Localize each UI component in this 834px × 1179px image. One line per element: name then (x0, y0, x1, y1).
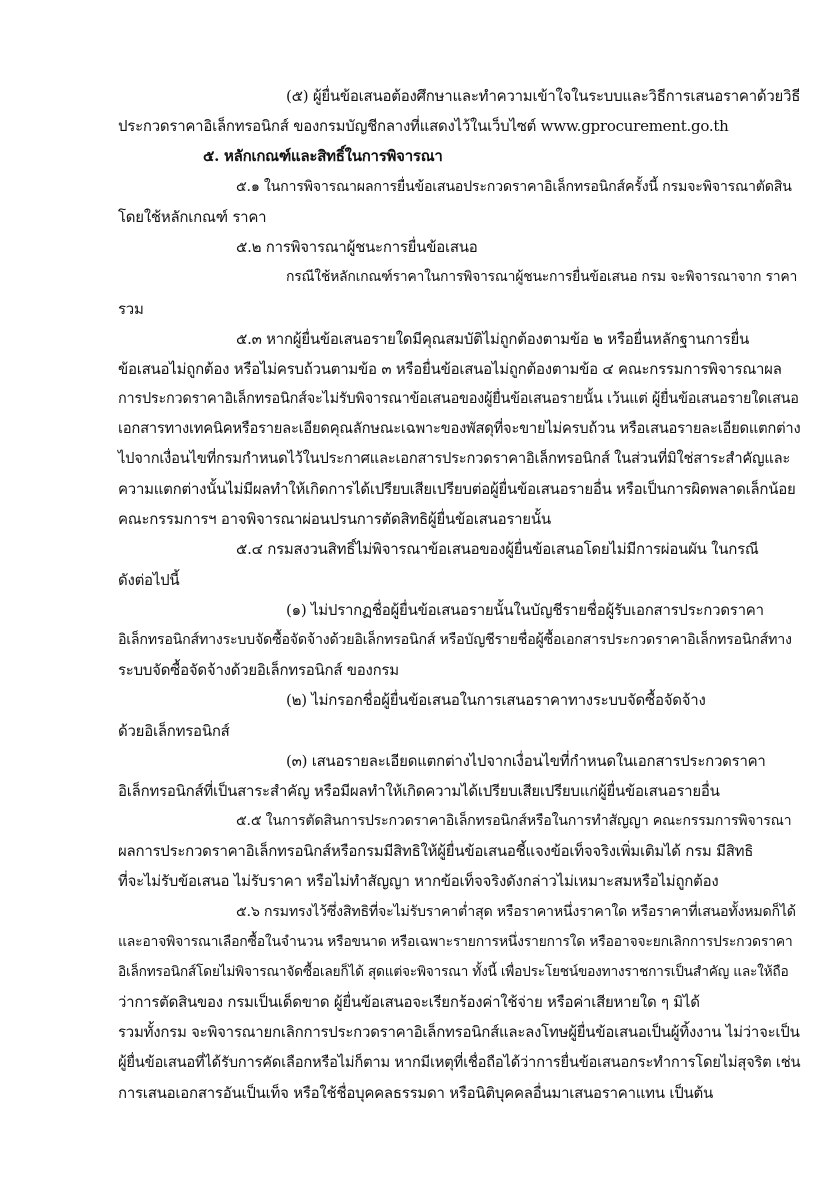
clause-5-4-item-1-line-2: อิเล็กทรอนิกส์ทางระบบจัดซื้อจัดจ้างด้วยอิเล็กทรอนิกส์ หรือบัญชีรายชื่อผู้ซื้อเอกสารประกวดราคาอิเล็กทรอนิกส์ทาง (118, 632, 792, 648)
clause-5-2: ๕.๒ การพิจารณาผู้ชนะการยื่นข้อเสนอ (236, 238, 478, 256)
clause-5-3-line-2: ข้อเสนอไม่ถูกต้อง หรือไม่ครบถ้วนตามข้อ ๓ หรือยื่นข้อเสนอไม่ถูกต้องตามข้อ ๔ คณะกรรมการพิจารณาผล (118, 360, 782, 378)
clause-5-4-item-3: (๓) เสนอรายละเอียดแตกต่างไปจากเงื่อนไขที่กำหนดในเอกสารประกวดราคา (286, 752, 766, 770)
clause-5-6-line-4: ว่าการตัดสินของ กรมเป็นเด็ดขาด ผู้ยื่นข้อเสนอจะเรียกร้องค่าใช้จ่าย หรือค่าเสียหายใด ๆ มิได้ (118, 993, 700, 1011)
clause-5-5-line-3: ที่จะไม่รับข้อเสนอ ไม่รับราคา หรือไม่ทำสัญญา หากข้อเท็จจริงดังกล่าวไม่เหมาะสมหรือไม่ถูกต้อง (118, 872, 719, 890)
clause-5-3-line-5: ไปจากเงื่อนไขที่กรมกำหนดไว้ในประกาศและเอกสารประกวดราคาอิเล็กทรอนิกส์ ในส่วนที่มิใช่สาระสำคัญและ (118, 450, 791, 467)
clause-5-6-line-2: และอาจพิจารณาเลือกซื้อในจำนวน หรือขนาด หรือเฉพาะรายการหนึ่งรายการใด หรืออาจจะยกเลิกการประกวดราคา (118, 934, 793, 950)
clause-5-2-cont: รวม (118, 300, 144, 318)
clause-5-6: ๕.๖ กรมทรงไว้ซึ่งสิทธิที่จะไม่รับราคาต่ำสุด หรือราคาหนึ่งราคาใด หรือราคาที่เสนอทั้งหมดก็ได้ (236, 904, 796, 920)
clause-5-5: ๕.๕ ในการตัดสินการประกวดราคาอิเล็กทรอนิกส์หรือในการทำสัญญา คณะกรรมการพิจารณา (236, 813, 792, 829)
clause-5-4-item-2: (๒) ไม่กรอกชื่อผู้ยื่นข้อเสนอในการเสนอราคาทางระบบจัดซื้อจัดจ้าง (286, 691, 706, 709)
clause-5-item-5-cont: ประกวดราคาอิเล็กทรอนิกส์ ของกรมบัญชีกลางที่แสดงไว้ในเว็บไซต์ www.gprocurement.go.th (118, 117, 729, 135)
clause-5-6-line-5: รวมทั้งกรม จะพิจารณายกเลิกการประกวดราคาอิเล็กทรอนิกส์และลงโทษผู้ยื่นข้อเสนอเป็นผู้ทิ้งงาน ไม่ว่าจะเป็น (118, 1023, 800, 1041)
clause-5-4: ๕.๔ กรมสงวนสิทธิ์ไม่พิจารณาข้อเสนอของผู้ยื่นข้อเสนอโดยไม่มีการผ่อนผัน ในกรณี (236, 540, 759, 558)
clause-5-3-line-7: คณะกรรมการฯ อาจพิจารณาผ่อนปรนการตัดสิทธิผู้ยื่นข้อเสนอรายนั้น (118, 510, 551, 528)
clause-5-5-line-2: ผลการประกวดราคาอิเล็กทรอนิกส์หรือกรมมีสิทธิให้ผู้ยื่นข้อเสนอชี้แจงข้อเท็จจริงเพิ่มเติมได้ กรม มีสิทธิ (118, 842, 754, 860)
clause-5-3-line-4: เอกสารทางเทคนิคหรือรายละเอียดคุณลักษณะเฉพาะของพัสดุที่จะขายไม่ครบถ้วน หรือเสนอรายละเอียดแตกต่าง (118, 420, 801, 437)
clause-5-6-line-6: ผู้ยื่นข้อเสนอที่ได้รับการคัดเลือกหรือไม่ก็ตาม หากมีเหตุที่เชื่อถือได้ว่าการยื่นข้อเสนอกระทำการโดยไม่สุจริต เช่น (118, 1054, 801, 1071)
section-5-heading: ๕. หลักเกณฑ์และสิทธิ์ในการพิจารณา (203, 147, 443, 165)
clause-5-1-cont: โดยใช้หลักเกณฑ์ ราคา (118, 208, 267, 226)
clause-5-item-5: (๕) ผู้ยื่นข้อเสนอต้องศึกษาและทำความเข้าใจในระบบและวิธีการเสนอราคาด้วยวิธี (286, 87, 801, 105)
clause-5-4-cont: ดังต่อไปนี้ (118, 571, 180, 589)
clause-5-3: ๕.๓ หากผู้ยื่นข้อเสนอรายใดมีคุณสมบัติไม่ถูกต้องตามข้อ ๒ หรือยื่นหลักฐานการยื่น (236, 330, 750, 348)
clause-5-6-line-7: การเสนอเอกสารอันเป็นเท็จ หรือใช้ชื่อบุคคลธรรมดา หรือนิติบุคคลอื่นมาเสนอราคาแทน เป็นต้น (118, 1084, 713, 1102)
clause-5-2-text: กรณีใช้หลักเกณฑ์ราคาในการพิจารณาผู้ชนะการยื่นข้อเสนอ กรม จะพิจารณาจาก ราคา (286, 269, 798, 285)
clause-5-4-item-1-line-3: ระบบจัดซื้อจัดจ้างด้วยอิเล็กทรอนิกส์ ของกรม (118, 661, 399, 679)
clause-5-4-item-1: (๑) ไม่ปรากฏชื่อผู้ยื่นข้อเสนอรายนั้นในบัญชีรายชื่อผู้รับเอกสารประกวดราคา (286, 601, 764, 619)
clause-5-6-line-3: อิเล็กทรอนิกส์โดยไม่พิจารณาจัดซื้อเลยก็ได้ สุดแต่จะพิจารณา ทั้งนี้ เพื่อประโยชน์ของทางราชการเป็นสำคัญ และให้ถือ (118, 964, 789, 980)
clause-5-3-line-6: ความแตกต่างนั้นไม่มีผลทำให้เกิดการได้เปรียบเสียเปรียบต่อผู้ยื่นข้อเสนอรายอื่น หรือเป็นการผิดพลาดเล็กน้อย (118, 480, 796, 498)
clause-5-4-item-3-cont: อิเล็กทรอนิกส์ที่เป็นสาระสำคัญ หรือมีผลทำให้เกิดความได้เปรียบเสียเปรียบแก่ผู้ยื่นข้อเสนอรายอื่น (118, 782, 720, 800)
clause-5-3-line-3: การประกวดราคาอิเล็กทรอนิกส์จะไม่รับพิจารณาข้อเสนอของผู้ยื่นข้อเสนอรายนั้น เว้นแต่ ผู้ยื่นข้อเสนอรายใดเสนอ (118, 391, 799, 407)
clause-5-4-item-2-cont: ด้วยอิเล็กทรอนิกส์ (118, 722, 230, 740)
clause-5-1: ๕.๑ ในการพิจารณาผลการยื่นข้อเสนอประกวดราคาอิเล็กทรอนิกส์ครั้งนี้ กรมจะพิจารณาตัดสิน (236, 179, 792, 195)
